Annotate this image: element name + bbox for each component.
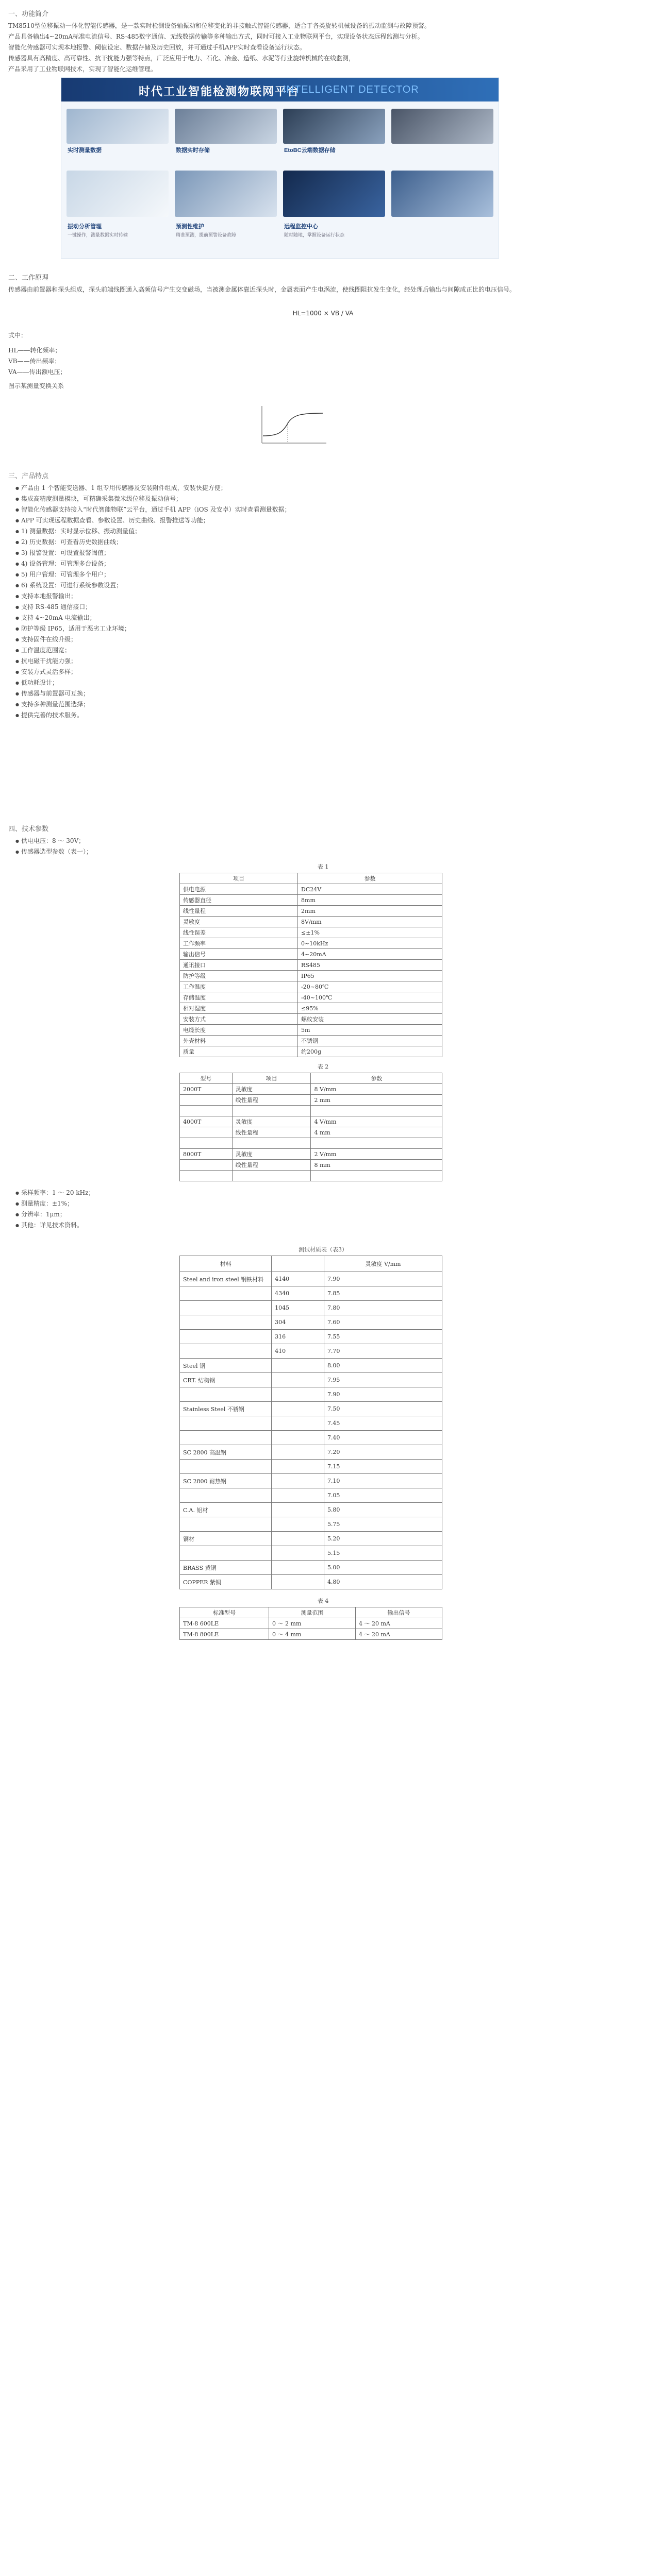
table-row <box>180 1116 442 1127</box>
table-row <box>180 1460 442 1474</box>
formula: HL=1000 × VB / VA <box>292 310 354 317</box>
table-row <box>180 938 442 949</box>
table-row <box>180 1431 442 1445</box>
table-cell <box>272 1561 324 1575</box>
tile-label: EtoBC云端数据存储 <box>284 147 336 154</box>
table-cell: 2000T <box>180 1084 233 1095</box>
table-cell: 7.85 <box>324 1286 442 1301</box>
table-cell: 4000T <box>180 1116 233 1127</box>
list-item: ● 工作温度范围宽； <box>4 645 642 656</box>
table-cell: 7.10 <box>324 1474 442 1488</box>
table-cell: 7.80 <box>324 1301 442 1315</box>
tile-label: 振动分析管理 <box>68 224 102 230</box>
table-cell: 7.60 <box>324 1315 442 1330</box>
table-cell: 7.45 <box>324 1416 442 1431</box>
list-item: ● 2) 历史数据：可查看历史数据曲线； <box>4 537 642 548</box>
table-row <box>180 1160 442 1171</box>
table-row <box>180 1517 442 1532</box>
table-cell <box>272 1359 324 1373</box>
spec-line: ● 供电电压：8 ～ 30V； <box>4 836 642 846</box>
table-cell: 工作频率 <box>180 938 298 949</box>
table-cell: 灵敏度 <box>232 1084 311 1095</box>
table-caption: 表 4 <box>317 1598 329 1604</box>
list-item: ● 6) 系统设置：可进行系统参数设置； <box>4 580 642 591</box>
table-cell: 410 <box>272 1344 324 1359</box>
table-row <box>180 1373 442 1387</box>
table-caption: 测试材质表（表3） <box>299 1246 347 1253</box>
list-item: ● 支持 RS-485 通信接口； <box>4 602 642 613</box>
section-specs <box>4 819 642 1640</box>
section-principle <box>4 268 642 448</box>
table-cell: DC24V <box>298 884 442 895</box>
table-cell: 7.55 <box>324 1330 442 1344</box>
table-cell <box>180 1546 272 1561</box>
section-features <box>4 466 642 721</box>
table-cell: 线性量程 <box>232 1095 311 1106</box>
table-cell: 8 V/mm <box>311 1084 442 1095</box>
table-cell <box>180 1387 272 1402</box>
table-cell: 7.05 <box>324 1488 442 1503</box>
table-header: 灵敏度 V/mm <box>324 1256 442 1272</box>
table-cell: BRASS 黄铜 <box>180 1561 272 1575</box>
table-cell: 7.40 <box>324 1431 442 1445</box>
tile-caption: 精准预测，提前预警设备故障 <box>176 232 237 238</box>
table-cell: ≤95% <box>298 1003 442 1014</box>
tile-label: 预测性维护 <box>176 224 204 230</box>
table-row <box>180 1387 442 1402</box>
banner-title-en: INTELLIGENT DETECTOR <box>283 84 419 95</box>
list-item: ● 抗电磁干扰能力强； <box>4 656 642 667</box>
tile-image <box>175 109 277 144</box>
table-cell: 8V/mm <box>298 917 442 927</box>
table-cell: TM-8 800LE <box>180 1629 269 1640</box>
table-row <box>180 1575 442 1589</box>
table-cell: C.A. 铝材 <box>180 1503 272 1517</box>
table-row <box>180 1127 442 1138</box>
table-cell: 7.90 <box>324 1387 442 1402</box>
table-cell: 4 ～ 20 mA <box>356 1629 442 1640</box>
table-cell <box>272 1488 324 1503</box>
table-cell: 防护等级 <box>180 971 298 981</box>
table-cell: 4~20mA <box>298 949 442 960</box>
table-cell: 7.70 <box>324 1344 442 1359</box>
model-table <box>179 1607 442 1640</box>
table-header: 输出信号 <box>356 1607 442 1618</box>
table-row <box>180 971 442 981</box>
table-cell <box>272 1373 324 1387</box>
table-cell <box>180 1171 233 1181</box>
table-header: 测量范围 <box>269 1607 356 1618</box>
spec-line: ● 传感器选型参数（表一）； <box>4 846 642 857</box>
table-row <box>180 1503 442 1517</box>
response-curve-figure <box>257 402 329 448</box>
table-row <box>180 1149 442 1160</box>
tile-image <box>391 109 493 144</box>
list-item: ● 智能化传感器支持接入“时代智能物联”云平台，通过手机 APP（iOS 及安卓）实时查看测量数据； <box>4 504 642 515</box>
feature-list <box>4 483 642 721</box>
table-cell <box>180 1460 272 1474</box>
list-item: ● 传感器与前置器可互换； <box>4 688 642 699</box>
table-row <box>180 1546 442 1561</box>
table-row <box>180 1629 442 1640</box>
table-row <box>180 917 442 927</box>
platform-banner <box>61 78 499 101</box>
response-curve-icon <box>257 402 329 448</box>
table-cell <box>180 1138 233 1149</box>
table-row <box>180 1402 442 1416</box>
table-row <box>180 927 442 938</box>
table-cell: 304 <box>272 1315 324 1330</box>
table-row <box>180 1618 442 1629</box>
table-cell: 2 mm <box>311 1095 442 1106</box>
table-cell <box>311 1171 442 1181</box>
paragraph: 产品具备输出4~20mA标准电流信号、RS-485数字通信、无线数据传输等多种输出方式，同时可接入工业物联网平台，实现设备状态远程监测与分析。 <box>8 33 424 40</box>
table-caption: 表 2 <box>317 1063 329 1070</box>
table-row <box>180 1084 442 1095</box>
table-header: 型号 <box>180 1073 233 1084</box>
table-cell: 4 V/mm <box>311 1116 442 1127</box>
table-cell: Stainless Steel 不锈钢 <box>180 1402 272 1416</box>
table-row <box>180 981 442 992</box>
list-item: ● 支持固件在线升级； <box>4 634 642 645</box>
table-row <box>180 992 442 1003</box>
table-cell: 4 mm <box>311 1127 442 1138</box>
table-header: 项目 <box>180 873 298 884</box>
table-cell: 1045 <box>272 1301 324 1315</box>
table-row <box>180 1286 442 1301</box>
table-cell: CRT. 结构钢 <box>180 1373 272 1387</box>
table-cell: 5.75 <box>324 1517 442 1532</box>
table-cell: 通讯接口 <box>180 960 298 971</box>
list-item: ● 3) 报警设置：可设置报警阈值； <box>4 548 642 558</box>
table-cell: SC 2800 高温钢 <box>180 1445 272 1460</box>
table-cell: 供电电源 <box>180 884 298 895</box>
table-cell: 输出信号 <box>180 949 298 960</box>
table-row <box>180 1330 442 1344</box>
table-row <box>180 1046 442 1057</box>
table-row <box>180 1445 442 1460</box>
list-item: ● 5) 用户管理：可管理多个用户； <box>4 569 642 580</box>
table-cell: -20~80℃ <box>298 981 442 992</box>
table-cell: 8mm <box>298 895 442 906</box>
table-cell: 7.20 <box>324 1445 442 1460</box>
table-header: 材料 <box>180 1256 272 1272</box>
table-cell <box>180 1160 233 1171</box>
tile-label: 实时测量数据 <box>68 147 102 154</box>
table-cell: 5.20 <box>324 1532 442 1546</box>
tile-caption: 随时随地，掌握设备运行状态 <box>284 232 345 238</box>
table-cell <box>180 1416 272 1431</box>
table-cell: 5.80 <box>324 1503 442 1517</box>
table-cell: 质量 <box>180 1046 298 1057</box>
table-cell <box>272 1402 324 1416</box>
var-hl: HL——转化频率； <box>8 347 61 354</box>
table-row <box>180 1138 442 1149</box>
platform-illustration <box>61 77 499 259</box>
table-cell: 电缆长度 <box>180 1025 298 1036</box>
table-cell: RS485 <box>298 960 442 971</box>
section-title: 二、工作原理 <box>8 274 49 282</box>
table-cell: 4140 <box>272 1272 324 1286</box>
list-item: ● 支持本地报警输出； <box>4 591 642 602</box>
where-label: 式中： <box>8 332 27 339</box>
table-cell: 7.95 <box>324 1373 442 1387</box>
table-cell: 灵敏度 <box>180 917 298 927</box>
tile-image <box>391 171 493 217</box>
table-row <box>180 1488 442 1503</box>
table-cell: -40~100℃ <box>298 992 442 1003</box>
table-cell: 相对湿度 <box>180 1003 298 1014</box>
table-row <box>180 1272 442 1286</box>
tile-image <box>283 109 385 144</box>
table-cell: 5m <box>298 1025 442 1036</box>
table-cell: 7.90 <box>324 1272 442 1286</box>
table-row <box>180 1301 442 1315</box>
table-header: 项目 <box>232 1073 311 1084</box>
table-cell: 螺纹安装 <box>298 1014 442 1025</box>
table-cell: 安装方式 <box>180 1014 298 1025</box>
spec-line: ● 其他：详见技术资料。 <box>4 1220 642 1231</box>
table-cell <box>272 1503 324 1517</box>
paragraph: TM8510型位移振动一体化智能传感器，是一款实时检测设备轴振动和位移变化的非接触式智能传感器，适合于各类旋转机械设备的振动监测与故障预警。 <box>8 22 430 29</box>
table-cell <box>180 1344 272 1359</box>
table-cell: Steel and iron steel 钢铁材料 <box>180 1272 272 1286</box>
list-item: ● 集成高精度测量模块，可精确采集微米级位移及振动信号； <box>4 494 642 504</box>
table-cell: TM-8 600LE <box>180 1618 269 1629</box>
table-cell <box>272 1517 324 1532</box>
figure-caption: 图示某测量变换关系 <box>8 382 64 389</box>
table-cell: 7.50 <box>324 1402 442 1416</box>
table-cell <box>180 1488 272 1503</box>
table-cell: 0~10kHz <box>298 938 442 949</box>
table-cell: 传感器直径 <box>180 895 298 906</box>
table-row <box>180 1025 442 1036</box>
list-item: ● 防护等级 IP65，适用于恶劣工业环境； <box>4 623 642 634</box>
table-row <box>180 949 442 960</box>
tile-label: 远程监控中心 <box>284 224 318 230</box>
table-row <box>180 1315 442 1330</box>
list-item: ● 支持 4~20mA 电流输出； <box>4 613 642 623</box>
paragraph: 传感器由前置器和探头组成，探头前端线圈通入高频信号产生交变磁场，当被测金属体靠近探头时，金属表面产生电涡流，使线圈阻抗发生变化，经处理后输出与间隙成正比的电压信号。 <box>8 286 516 293</box>
spec-line: ● 采样频率：1 ～ 20 kHz； <box>4 1188 642 1198</box>
table-cell: 7.15 <box>324 1460 442 1474</box>
table-cell: 灵敏度 <box>232 1116 311 1127</box>
var-vb: VB——传出频率； <box>8 358 61 365</box>
table-cell: 5.00 <box>324 1561 442 1575</box>
table-cell: 线性量程 <box>232 1127 311 1138</box>
table-cell <box>180 1431 272 1445</box>
banner-title-cn: 时代工业智能检测物联网平台 <box>139 85 300 98</box>
table-cell: 4.80 <box>324 1575 442 1589</box>
table-row <box>180 1171 442 1181</box>
material-table <box>179 1256 442 1589</box>
table-cell <box>232 1106 311 1116</box>
table-cell <box>180 1095 233 1106</box>
table-cell: 外壳材料 <box>180 1036 298 1046</box>
table-row <box>180 1416 442 1431</box>
table-cell: 不锈钢 <box>298 1036 442 1046</box>
table-header: 标准型号 <box>180 1607 269 1618</box>
table-cell: 8.00 <box>324 1359 442 1373</box>
table-row <box>180 1561 442 1575</box>
table-cell <box>180 1106 233 1116</box>
table-cell: 0 ～ 2 mm <box>269 1618 356 1629</box>
table-cell: 约200g <box>298 1046 442 1057</box>
table-cell: 5.15 <box>324 1546 442 1561</box>
section-title: 四、技术参数 <box>8 825 49 833</box>
table-cell: SC 2800 耐热钢 <box>180 1474 272 1488</box>
table-cell: 2 V/mm <box>311 1149 442 1160</box>
table-cell <box>272 1431 324 1445</box>
table-cell <box>180 1127 233 1138</box>
table-cell <box>232 1171 311 1181</box>
table-cell <box>311 1106 442 1116</box>
paragraph: 智能化传感器可实现本地报警、阈值设定、数据存储及历史回放，并可通过手机APP实时查看设备运行状态。 <box>8 44 306 51</box>
tile-image <box>67 171 169 217</box>
list-item: ● APP 可实现远程数据查看、参数设置、历史曲线、报警推送等功能； <box>4 515 642 526</box>
list-item: ● 低功耗设计； <box>4 677 642 688</box>
table-cell: 2mm <box>298 906 442 917</box>
table-row <box>180 960 442 971</box>
table-cell: 8 mm <box>311 1160 442 1171</box>
tile-image <box>283 171 385 217</box>
table-cell <box>180 1301 272 1315</box>
table-row <box>180 1106 442 1116</box>
table-cell <box>232 1138 311 1149</box>
section-title: 一、功能简介 <box>8 10 49 18</box>
table-row <box>180 1474 442 1488</box>
table-row <box>180 1344 442 1359</box>
table-cell <box>180 1517 272 1532</box>
table-cell: 存储温度 <box>180 992 298 1003</box>
tile-label: 数据实时存储 <box>176 147 210 154</box>
table-row <box>180 1036 442 1046</box>
tile-image <box>67 109 169 144</box>
table-cell <box>272 1416 324 1431</box>
paragraph: 产品采用了工业物联网技术，实现了智能化运维管理。 <box>8 65 157 73</box>
table-cell <box>272 1532 324 1546</box>
list-item: ● 安装方式灵活多样； <box>4 667 642 677</box>
tile-image <box>175 171 277 217</box>
spec-table-2 <box>179 1073 442 1181</box>
table-cell <box>180 1330 272 1344</box>
table-cell <box>272 1546 324 1561</box>
table-cell <box>272 1575 324 1589</box>
table-cell: Steel 钢 <box>180 1359 272 1373</box>
table-cell: IP65 <box>298 971 442 981</box>
table-cell <box>180 1286 272 1301</box>
table-header: 参数 <box>311 1073 442 1084</box>
table-row <box>180 1003 442 1014</box>
table-row <box>180 1532 442 1546</box>
section-intro <box>4 4 642 75</box>
table-cell: 灵敏度 <box>232 1149 311 1160</box>
table-caption: 表 1 <box>317 863 329 870</box>
table-row <box>180 1095 442 1106</box>
tile-caption: 一键操作，测量数据实时传输 <box>68 232 128 238</box>
table-cell <box>272 1474 324 1488</box>
table-header <box>272 1256 324 1272</box>
table-cell: 0 ～ 4 mm <box>269 1629 356 1640</box>
list-item: ● 4) 设备管理：可管理多台设备； <box>4 558 642 569</box>
table-cell: 线性误差 <box>180 927 298 938</box>
section-title: 三、产品特点 <box>8 472 49 480</box>
table-cell <box>272 1445 324 1460</box>
list-item: ● 支持多种测量范围选择； <box>4 699 642 710</box>
table-cell: COPPER 紫铜 <box>180 1575 272 1589</box>
var-va: VA——传出额电压； <box>8 368 67 376</box>
table-row <box>180 884 442 895</box>
table-cell <box>180 1315 272 1330</box>
table-header: 参数 <box>298 873 442 884</box>
table-row <box>180 1014 442 1025</box>
list-item: ● 1) 测量数据：实时显示位移、振动测量值； <box>4 526 642 537</box>
spec-table-1 <box>179 873 442 1057</box>
spec-line: ● 分辨率：1μm； <box>4 1209 642 1220</box>
table-cell: 8000T <box>180 1149 233 1160</box>
paragraph: 传感器具有高精度、高可靠性、抗干扰能力强等特点，广泛应用于电力、石化、冶金、造纸、水泥等行业旋转机械的在线监测， <box>8 55 355 62</box>
table-cell: 工作温度 <box>180 981 298 992</box>
list-item: ● 提供完善的技术服务。 <box>4 710 642 721</box>
table-row <box>180 1359 442 1373</box>
table-cell: ≤±1% <box>298 927 442 938</box>
table-cell: 4 ～ 20 mA <box>356 1618 442 1629</box>
table-cell: 铜材 <box>180 1532 272 1546</box>
table-cell: 316 <box>272 1330 324 1344</box>
table-cell: 线性量程 <box>180 906 298 917</box>
table-cell <box>272 1387 324 1402</box>
table-row <box>180 906 442 917</box>
table-cell <box>272 1460 324 1474</box>
table-cell: 4340 <box>272 1286 324 1301</box>
spec-line: ● 测量精度：±1%； <box>4 1198 642 1209</box>
table-row <box>180 895 442 906</box>
list-item: ● 产品由 1 个智能变送器、1 组专用传感器及安装附件组成，安装快捷方便； <box>4 483 642 494</box>
table-cell <box>311 1138 442 1149</box>
table-cell: 线性量程 <box>232 1160 311 1171</box>
